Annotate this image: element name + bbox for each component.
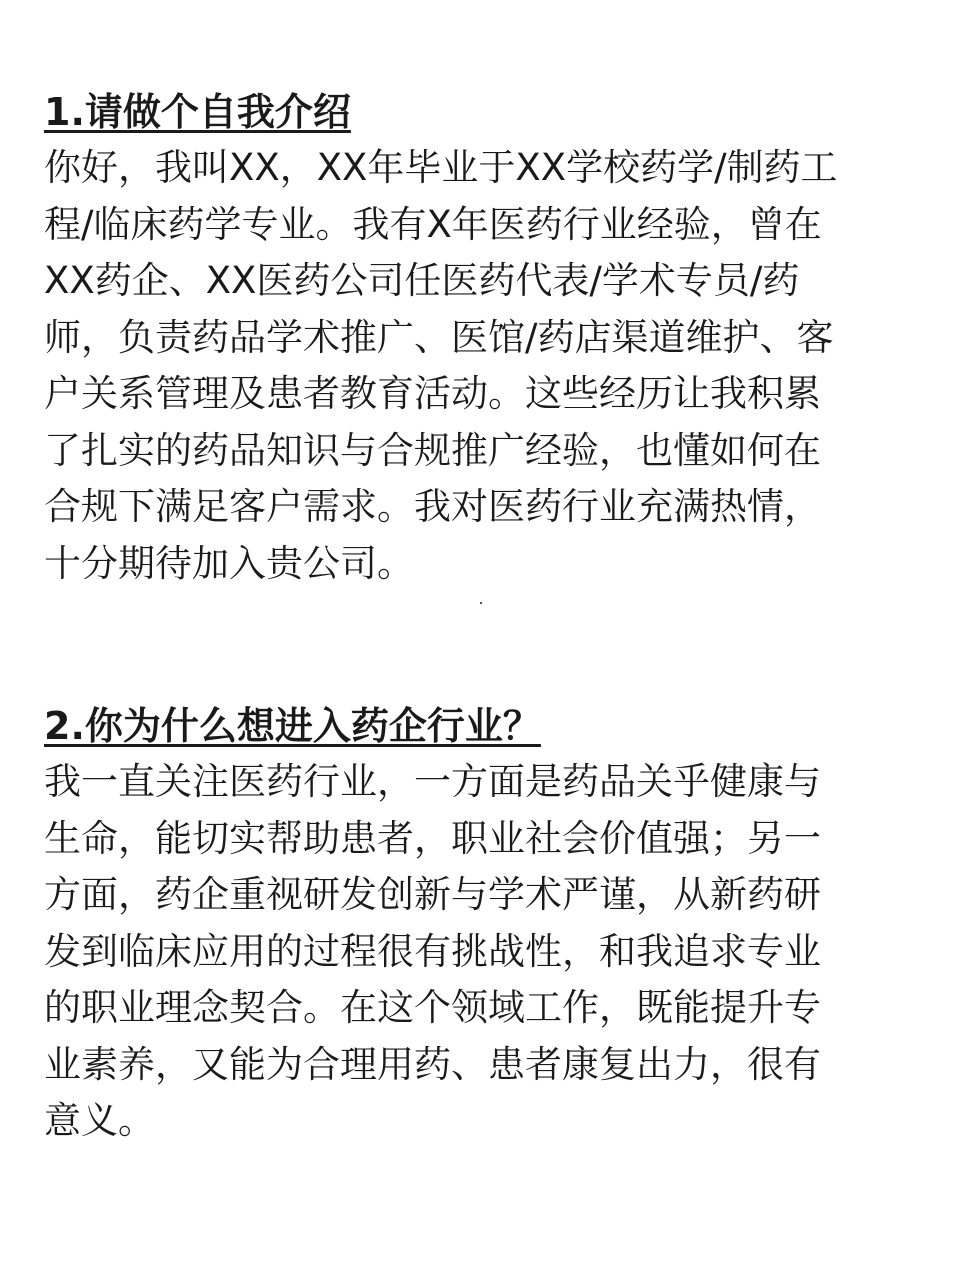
answer-line: 我一直关注医药行业，一方面是药品关乎健康与 [44, 760, 821, 803]
answer-line: 你好，我叫XX，XX年毕业于XX学校药学/制药工 [44, 146, 838, 189]
section-self-introduction [44, 84, 916, 592]
question-heading: 2.你为什么想进入药企行业？ [44, 704, 541, 748]
answer-paragraph [44, 140, 916, 592]
question-heading: 1.请做个自我介绍 [44, 90, 351, 134]
stray-dot [480, 602, 482, 604]
answer-line: 意义。 [44, 1099, 155, 1142]
answer-line: 了扎实的药品知识与合规推广经验，也懂如何在 [44, 428, 821, 472]
answer-line: 生命，能切实帮助患者，职业社会价值强；另一 [44, 816, 821, 860]
answer-line: 发到临床应用的过程很有挑战性，和我追求专业 [44, 929, 821, 973]
answer-line: 户关系管理及患者教育活动。这些经历让我积累 [44, 372, 821, 415]
answer-line: 师，负责药品学术推广、医馆/药店渠道维护、客 [44, 315, 834, 359]
answer-line: 合规下满足客户需求。我对医药行业充满热情， [44, 485, 821, 528]
answer-line: 的职业理念契合。在这个领域工作，既能提升专 [44, 986, 821, 1029]
answer-line: 十分期待加入贵公司。 [44, 541, 414, 585]
answer-paragraph [44, 754, 916, 1150]
answer-line: 方面，药企重视研发创新与学术严谨，从新药研 [44, 873, 821, 916]
answer-line: 程/临床药学专业。我有X年医药行业经验，曾在 [44, 202, 822, 246]
section-why-pharma [44, 698, 916, 1150]
answer-line: XX药企、XX医药公司任医药代表/学术专员/药 [44, 259, 800, 302]
answer-line: 业素养，又能为合理用药、患者康复出力，很有 [44, 1042, 821, 1086]
